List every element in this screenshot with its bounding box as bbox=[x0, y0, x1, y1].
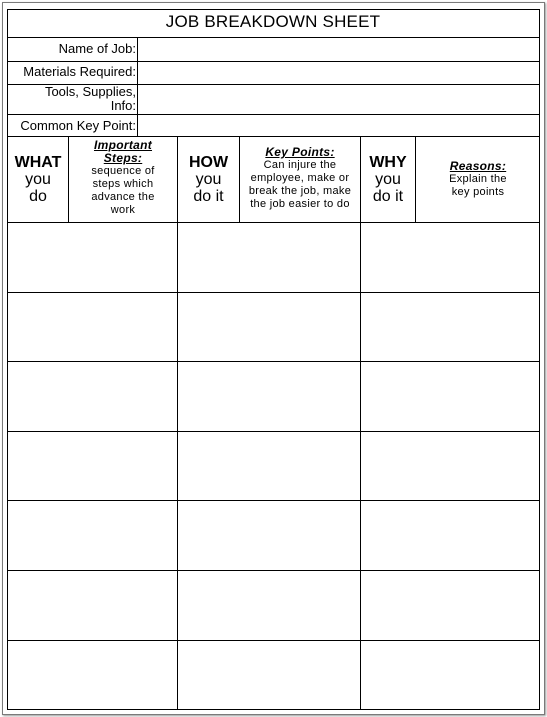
why-heading: WHY bbox=[369, 154, 407, 171]
why-line1: you bbox=[375, 171, 401, 188]
common-key-point-label: Common Key Point: bbox=[20, 118, 136, 133]
how-line1: you bbox=[195, 171, 222, 188]
how-cell[interactable] bbox=[178, 223, 360, 292]
sheet-title: JOB BREAKDOWN SHEET bbox=[165, 12, 381, 31]
rule bbox=[7, 136, 540, 137]
important-steps-desc-2: steps which bbox=[92, 178, 154, 190]
reasons-heading: Reasons: bbox=[449, 159, 507, 173]
how-cell[interactable] bbox=[178, 293, 360, 361]
what-line1: you bbox=[25, 171, 51, 188]
how-cell[interactable] bbox=[178, 501, 360, 570]
materials-required-field[interactable] bbox=[138, 62, 539, 83]
how-line2: do it bbox=[193, 188, 224, 205]
why-cell[interactable] bbox=[361, 293, 539, 361]
what-cell[interactable] bbox=[8, 501, 177, 570]
materials-required-label: Materials Required: bbox=[23, 64, 136, 79]
key-points-desc-2: employee, make or bbox=[250, 172, 350, 184]
why-cell[interactable] bbox=[361, 223, 539, 292]
key-points-desc-4: the job easier to do bbox=[250, 198, 350, 210]
important-steps-desc-1: sequence of bbox=[91, 165, 155, 177]
what-header bbox=[8, 154, 68, 205]
key-points-header bbox=[240, 146, 360, 211]
what-cell[interactable] bbox=[8, 641, 177, 710]
how-cell[interactable] bbox=[178, 432, 360, 500]
what-cell[interactable] bbox=[8, 223, 177, 292]
tools-label-line2: Info: bbox=[110, 98, 136, 113]
important-steps-heading1: Important bbox=[93, 138, 153, 152]
how-heading: HOW bbox=[188, 154, 229, 171]
important-steps-desc-3: advance the bbox=[91, 191, 155, 203]
tools-label-line1: Tools, Supplies, bbox=[44, 84, 136, 99]
tools-supplies-field[interactable] bbox=[138, 85, 539, 113]
what-heading: WHAT bbox=[14, 154, 62, 171]
reasons-desc-1: Explain the bbox=[449, 173, 507, 185]
what-line2: do bbox=[29, 188, 47, 205]
reasons-desc-2: key points bbox=[451, 186, 505, 198]
what-cell[interactable] bbox=[8, 362, 177, 431]
how-cell[interactable] bbox=[178, 571, 360, 640]
why-header bbox=[361, 154, 415, 205]
important-steps-heading2: Steps: bbox=[103, 151, 143, 165]
what-cell[interactable] bbox=[8, 432, 177, 500]
important-steps-header bbox=[69, 139, 177, 217]
why-cell[interactable] bbox=[361, 362, 539, 431]
what-cell[interactable] bbox=[8, 293, 177, 361]
why-cell[interactable] bbox=[361, 571, 539, 640]
why-line2: do it bbox=[372, 188, 404, 205]
important-steps-desc-4: work bbox=[110, 204, 136, 216]
reasons-header bbox=[416, 160, 540, 199]
name-of-job-label: Name of Job: bbox=[58, 41, 136, 56]
common-key-point-field[interactable] bbox=[138, 115, 539, 135]
name-of-job-field[interactable] bbox=[138, 38, 539, 60]
how-cell[interactable] bbox=[178, 362, 360, 431]
how-header bbox=[178, 154, 239, 205]
key-points-heading: Key Points: bbox=[265, 145, 335, 159]
why-cell[interactable] bbox=[361, 501, 539, 570]
key-points-desc-1: Can injure the bbox=[263, 159, 337, 171]
what-cell[interactable] bbox=[8, 571, 177, 640]
key-points-desc-3: break the job, make bbox=[248, 185, 352, 197]
why-cell[interactable] bbox=[361, 641, 539, 710]
how-cell[interactable] bbox=[178, 641, 360, 710]
why-cell[interactable] bbox=[361, 432, 539, 500]
